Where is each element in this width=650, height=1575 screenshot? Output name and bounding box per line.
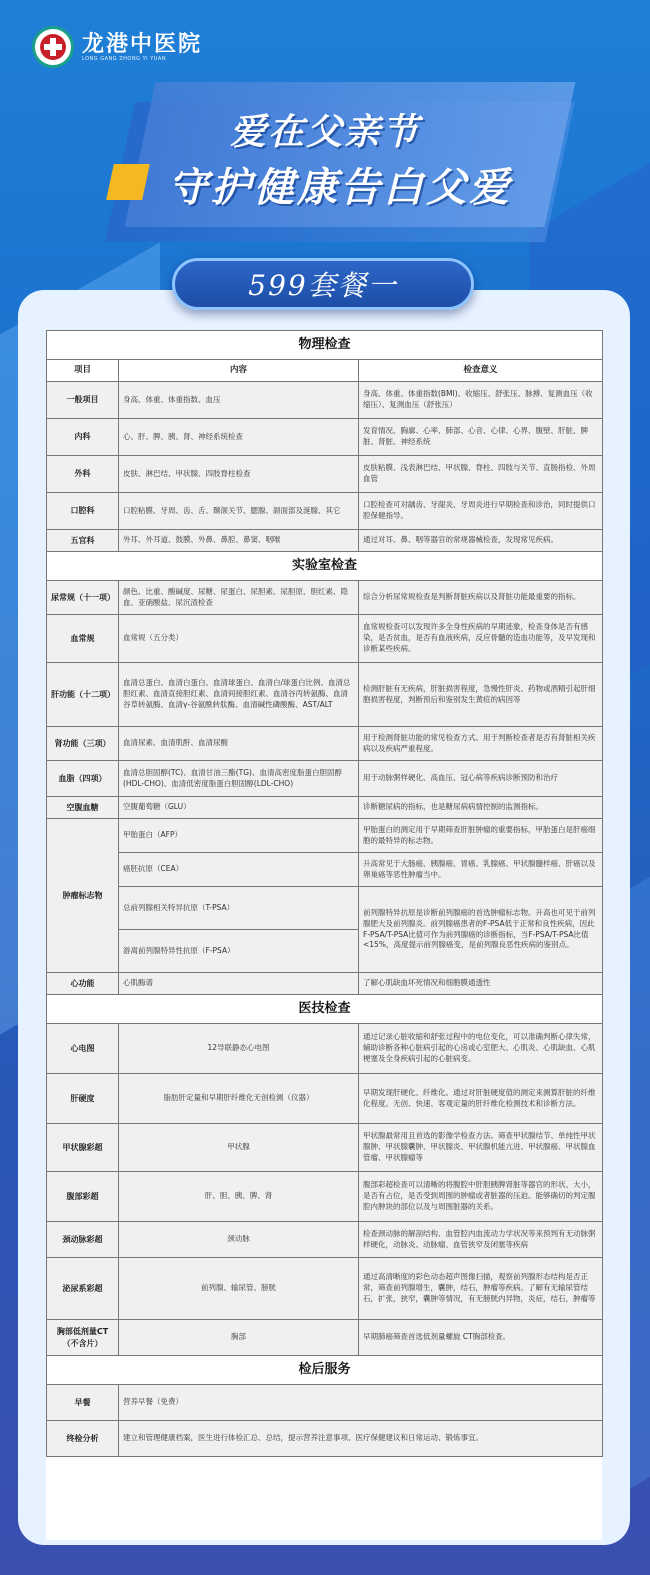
- row-item: 腹部彩超: [47, 1172, 119, 1222]
- row-content: 肝、胆、胰、脾、肾: [119, 1172, 359, 1222]
- row-content: 血清尿素、血清肌酐、血清尿酸: [119, 727, 359, 761]
- table-row: [47, 456, 603, 493]
- row-item: 早餐: [47, 1385, 119, 1421]
- row-meaning: 血常规检查可以发现许多全身性疾病的早期迹象，检查身体是否有感染，是否贫血，是否有血液疾病，反应骨髓的造血功能等，及早发现和诊断某些疾病。: [359, 615, 603, 663]
- row-content: 身高、体重、体重指数、血压: [119, 382, 359, 419]
- table-row: [47, 581, 603, 615]
- row-item: 外科: [47, 456, 119, 493]
- table-row: [47, 382, 603, 419]
- row-meaning: 用于检测肾脏功能的常见检查方式。用于判断检查者是否有肾脏相关疾病以及疾病严重程度。: [359, 727, 603, 761]
- col-meaning-header: 检查意义: [359, 360, 603, 382]
- table-row: [47, 797, 603, 819]
- row-content: 皮肤、淋巴结、甲状腺、四肢脊柱检查: [119, 456, 359, 493]
- row-item: 内科: [47, 419, 119, 456]
- row-meaning: 甲状腺最常用且首选的影像学检查方法。筛查甲状腺结节、单纯性甲状腺肿、甲状腺囊肿、甲状腺炎、甲状腺机能亢进、甲状腺癌、甲状腺血管瘤、甲状腺瘤等: [359, 1124, 603, 1172]
- row-item: 血常规: [47, 615, 119, 663]
- table-row: [47, 819, 603, 853]
- row-meaning: 通过记录心脏收缩和舒张过程中的电位变化，可以准确判断心律失常，辅助诊断各种心脏病引起的心房或心室肥大、心肌炎、心肌缺血、心肌梗塞及全身疾病引起的心脏病变。: [359, 1024, 603, 1074]
- row-meaning: 诊断糖尿病的指标，也是糖尿病病情控制的监测指标。: [359, 797, 603, 819]
- col-item-header: 项目: [47, 360, 119, 382]
- row-item: 颈动脉彩超: [47, 1222, 119, 1258]
- row-item: 口腔科: [47, 493, 119, 530]
- row-content: 血清总蛋白、血清白蛋白、血清球蛋白、血清白/球蛋白比例、血清总胆红素、血清直接胆红素、血清间接胆红素、血清谷丙转氨酶、血清谷草转氨酶、血清γ-谷氨酰转肽酶、血清碱性磷酸酶、AST/ALT: [119, 663, 359, 727]
- row-item: 肿瘤标志物: [47, 819, 119, 973]
- row-content: 12导联静态心电图: [119, 1024, 359, 1074]
- table-row: [47, 1421, 603, 1457]
- row-content: 甲状腺: [119, 1124, 359, 1172]
- row-meaning: 检查颈动脉的解剖结构、血管腔内血流动力学状况等来预判有无动脉粥样硬化，动脉炎、动脉瘤、血管狭窄及闭塞等疾病: [359, 1222, 603, 1258]
- row-item: 空腹血糖: [47, 797, 119, 819]
- package-title: 599套餐一: [248, 269, 398, 302]
- row-item: 泌尿系彩超: [47, 1258, 119, 1320]
- hospital-name-en: LONG GANG ZHONG YI YUAN: [82, 56, 167, 62]
- table-row: [47, 887, 603, 930]
- table-row: [47, 663, 603, 727]
- row-content: 空腹葡萄糖（GLU）: [119, 797, 359, 819]
- table-row: [47, 727, 603, 761]
- row-item: 肝硬度: [47, 1074, 119, 1124]
- hospital-name: 龙港中医院: [82, 31, 203, 57]
- section-physical-title: 物理检查: [47, 331, 603, 360]
- section-service-title: 检后服务: [47, 1356, 603, 1385]
- row-item: 肾功能（三项）: [47, 727, 119, 761]
- hospital-logo: [32, 26, 202, 68]
- row-item: 尿常规（十一项）: [47, 581, 119, 615]
- row-item: 心电图: [47, 1024, 119, 1074]
- banner-title: 爱在父亲节: [230, 112, 421, 153]
- table-row: [47, 615, 603, 663]
- row-content: 甲胎蛋白（AFP）: [119, 819, 359, 853]
- row-item: 血脂（四项）: [47, 761, 119, 797]
- package-title-pill: [172, 258, 474, 310]
- row-meaning: 前列腺特异抗原是诊断前列腺癌的首选肿瘤标志物。升高也可见于前列腺肥大及前列腺炎。前列腺癌患者的F-PSA低于正常和良性疾病，因此F-PSA/T-PSA比值可作为前列腺癌的诊断指标，当F-PSA/T-PSA比值<15%，高度提示前列腺癌变，是前列腺良恶性疾病的鉴别点。: [359, 887, 603, 973]
- row-meaning: 检测肝脏有无疾病，肝脏损害程度，急慢性肝炎、药物或酒精引起肝细胞损害程度，判断预后和鉴别发生黄疸的病因等: [359, 663, 603, 727]
- row-meaning: 早期发现肝硬化、纤维化。通过对肝脏硬度值的测定来测算肝脏的纤维化程度。无创、快速、客观定量的肝纤维化检测技术和诊断方法。: [359, 1074, 603, 1124]
- table-row: [47, 1385, 603, 1421]
- table-row: [47, 493, 603, 530]
- table-row: [47, 1222, 603, 1258]
- row-content: 血常规（五分类）: [119, 615, 359, 663]
- section-lab-title: 实验室检查: [47, 552, 603, 581]
- row-content: 血清总胆固醇(TC)、血清甘油三酯(TG)、血清高密度脂蛋白胆固醇(HDL-CHO)、血清低密度脂蛋白胆固醇(LDL-CHO): [119, 761, 359, 797]
- row-content: 外耳、外耳道、鼓膜、外鼻、鼻腔、鼻窦、咽喉: [119, 530, 359, 552]
- row-meaning: 升高常见于大肠癌、胰腺癌、胃癌、乳腺癌、甲状腺髓样癌、肝癌以及卵巢癌等恶性肿瘤当中。: [359, 853, 603, 887]
- row-meaning: 用于动脉粥样硬化、高血压、冠心病等疾病诊断预防和治疗: [359, 761, 603, 797]
- table-row: [47, 1024, 603, 1074]
- row-content: 心肌酶谱: [119, 973, 359, 995]
- table-row: [47, 1172, 603, 1222]
- row-meaning: 口腔检查可对龋齿、牙龈炎、牙周炎进行早期检查和诊治，同时提供口腔保健指导。: [359, 493, 603, 530]
- row-meaning: 皮肤粘膜、浅表淋巴结、甲状腺、脊柱、四肢与关节、直肠指检、外周血管: [359, 456, 603, 493]
- row-meaning: 通过对耳、鼻、咽等器官的常规器械检查，发现常见疾病。: [359, 530, 603, 552]
- yellow-accent: [106, 164, 150, 200]
- hospital-emblem-icon: [32, 26, 74, 68]
- row-meaning: 通过高清晰度的彩色动态超声图像扫描，观察前列腺形态结构是否正常，筛查前列腺增生，囊肿，结石，肿瘤等疾病。了解有无输尿管结石，扩张，狭窄，囊肿等情况，有无膀胱内异物，炎症，结石，肿瘤等: [359, 1258, 603, 1320]
- row-content: 颜色、比重、酸碱度、尿糖、尿蛋白、尿胆素、尿胆原、胆红素、隐血、亚硝酸盐、尿沉渣检查: [119, 581, 359, 615]
- row-content: 口腔粘膜、牙周、齿、舌、颞颌关节、腮腺、颌面部及涎腺、其它: [119, 493, 359, 530]
- row-item: 一般项目: [47, 382, 119, 419]
- col-content-header: 内容: [119, 360, 359, 382]
- table-row: [47, 1258, 603, 1320]
- table-row: [47, 973, 603, 995]
- row-content: 癌胚抗原（CEA）: [119, 853, 359, 887]
- row-content: 脂肪肝定量和早期肝纤维化无创检测（仪器）: [119, 1074, 359, 1124]
- row-item: 肝功能（十二项）: [47, 663, 119, 727]
- row-item: 胸部低剂量CT（不含片）: [47, 1320, 119, 1356]
- row-meaning: 身高、体重、体重指数(BMI)、收缩压、舒张压、脉搏、复测血压（收缩压）、复测血压（舒张压）: [359, 382, 603, 419]
- row-meaning: 综合分析尿常规检查是判断肾脏疾病以及肾脏功能最重要的指标。: [359, 581, 603, 615]
- package-table: [46, 330, 603, 1457]
- row-item: 终检分析: [47, 1421, 119, 1457]
- row-content: 心、肝、脾、胰、肾、神经系统检查: [119, 419, 359, 456]
- row-meaning: 腹部彩超检查可以清晰的将腹腔中肝胆胰脾肾脏等器官的形状、大小，是否有占位，是否受到周围的肿瘤或者脏器的压迫。能够确切的判定腹腔内肿块的部位以及与周围脏器的关系。: [359, 1172, 603, 1222]
- row-content: 建立和管理健康档案，医生进行体检汇总、总结，提示营养注意事项、医疗保健建议和日常运动、锻炼事宜。: [119, 1421, 603, 1457]
- package-card: [18, 290, 630, 1545]
- row-content: 游离前列腺特异性抗原（F-PSA）: [119, 930, 359, 973]
- row-content: 总前列腺相关特异抗原（T-PSA）: [119, 887, 359, 930]
- banner-subtitle: 守护健康告白父爱: [168, 165, 512, 211]
- row-meaning: 早期肺癌筛查首选低剂量螺旋 CT胸部检查。: [359, 1320, 603, 1356]
- table-row: [47, 761, 603, 797]
- row-meaning: 发育情况、胸廓、心率、肺部、心音、心律、心界、腹壁、肝脏、脾脏、肾脏、神经系统: [359, 419, 603, 456]
- section-imaging-title: 医技检查: [47, 995, 603, 1024]
- row-content: 颈动脉: [119, 1222, 359, 1258]
- row-meaning: 甲胎蛋白的测定用于早期筛查肝脏肿瘤的重要指标，甲胎蛋白是肝癌细胞的最特异的标志物。: [359, 819, 603, 853]
- table-row: [47, 419, 603, 456]
- table-row: [47, 853, 603, 887]
- table-row: [47, 530, 603, 552]
- table-row: [47, 1124, 603, 1172]
- row-item: 甲状腺彩超: [47, 1124, 119, 1172]
- row-item: 五官科: [47, 530, 119, 552]
- fathers-day-banner: [110, 72, 570, 247]
- table-row: [47, 1074, 603, 1124]
- row-meaning: 了解心肌缺血坏死情况和细胞膜通透性: [359, 973, 603, 995]
- table-row: [47, 1320, 603, 1356]
- row-content: 营养早餐（免费）: [119, 1385, 603, 1421]
- row-content: 胸部: [119, 1320, 359, 1356]
- row-item: 心功能: [47, 973, 119, 995]
- row-content: 前列腺、输尿管、膀胱: [119, 1258, 359, 1320]
